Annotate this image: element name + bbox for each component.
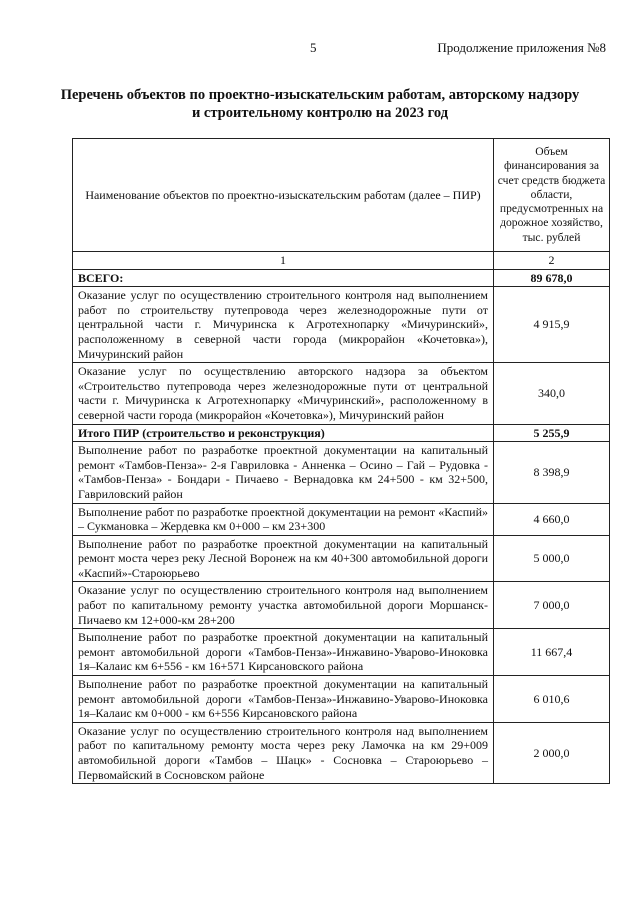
object-name: Выполнение работ по разработке проектной документации на капитальный ремонт автомобильной дороги «Тамбов-Пенза»-Инжавино-Уварово-Иноковка 1я–Калаис км 0+000 - км 6+556 Кирсановского района	[73, 676, 494, 723]
object-value: 8 398,9	[494, 442, 610, 503]
object-name: Оказание услуг по осуществлению строительного контроля над выполнением работ по капитальному ремонту участка автомобильной дороги Моршанск-Пичаево км 12+000-км 28+200	[73, 582, 494, 629]
object-name: Выполнение работ по разработке проектной документации на ремонт «Каспий» – Сукмановка – Жердевка км 0+000 – км 23+300	[73, 503, 494, 535]
object-value: 11 667,4	[494, 629, 610, 676]
object-value: 7 000,0	[494, 582, 610, 629]
column-number-1: 1	[73, 252, 494, 270]
total-label: ВСЕГО:	[73, 269, 494, 287]
subtotal-value: 5 255,9	[494, 424, 610, 442]
column-header-value: Объем финансирования за счет средств бюджета области, предусмотренных на дорожное хозяйство, тыс. рублей	[494, 139, 610, 252]
appendix-note: Продолжение приложения №8	[437, 40, 606, 55]
table-row	[73, 582, 610, 629]
object-value: 5 000,0	[494, 535, 610, 582]
table-row	[73, 442, 610, 503]
column-number-row	[73, 252, 610, 270]
object-value: 4 660,0	[494, 503, 610, 535]
object-value: 6 010,6	[494, 676, 610, 723]
column-number-2: 2	[494, 252, 610, 270]
object-value: 2 000,0	[494, 722, 610, 783]
table-row	[73, 287, 610, 363]
document-title: Перечень объектов по проектно-изыскательским работам, авторскому надзору и строительному контролю на 2023 год	[60, 87, 580, 121]
object-name: Оказание услуг по осуществлению авторского надзора за объектом «Строительство путепровода через железнодорожные пути от центральной части г. Мичуринска к Агротехнопарку «Мичуринский», расположенному в северной части города (микрорайон «Кочетовка»), Мичуринский район	[73, 363, 494, 424]
object-name: Оказание услуг по осуществлению строительного контроля над выполнением работ по строительству путепровода через железнодорожные пути от центральной части г. Мичуринска к Агротехнопарку «Мичуринский», расположенному в северной части города (микрорайон «Кочетовка»), Мичуринский район	[73, 287, 494, 363]
object-name: Выполнение работ по разработке проектной документации на капитальный ремонт автомобильной дороги «Тамбов-Пенза»-Инжавино-Уварово-Иноковка 1я–Калаис км 6+556 - км 16+571 Кирсановского района	[73, 629, 494, 676]
table-header-row	[73, 139, 610, 252]
table-row	[73, 535, 610, 582]
total-row	[73, 269, 610, 287]
object-name: Выполнение работ по разработке проектной документации на капитальный ремонт моста через реку Лесной Воронеж на км 40+300 автомобильной дороги «Каспий»-Староюрьево	[73, 535, 494, 582]
financing-table	[72, 138, 610, 784]
subtotal-row	[73, 424, 610, 442]
table-row	[73, 629, 610, 676]
object-name: Выполнение работ по разработке проектной документации на капитальный ремонт «Тамбов-Пенза»- 2-я Гавриловка - Анненка – Осино – Гай – Рудовка - «Тамбов-Пенза» - Бондари - Пичаево - Вернадовка км 24+500 - км 32+500, Гавриловский район	[73, 442, 494, 503]
table-row	[73, 363, 610, 424]
table-row	[73, 676, 610, 723]
table-row	[73, 503, 610, 535]
object-value: 4 915,9	[494, 287, 610, 363]
page-number: 5	[310, 40, 317, 55]
object-value: 340,0	[494, 363, 610, 424]
subtotal-label: Итого ПИР (строительство и реконструкция)	[73, 424, 494, 442]
table-row	[73, 722, 610, 783]
object-name: Оказание услуг по осуществлению строительного контроля над выполнением работ по капитальному ремонту моста через реку Ламочка на км 29+009 автомобильной дороги «Тамбов – Шацк» - Сосновка – Староюрьево – Первомайский в Сосновском районе	[73, 722, 494, 783]
column-header-name: Наименование объектов по проектно-изыскательским работам (далее – ПИР)	[73, 139, 494, 252]
total-value: 89 678,0	[494, 269, 610, 287]
